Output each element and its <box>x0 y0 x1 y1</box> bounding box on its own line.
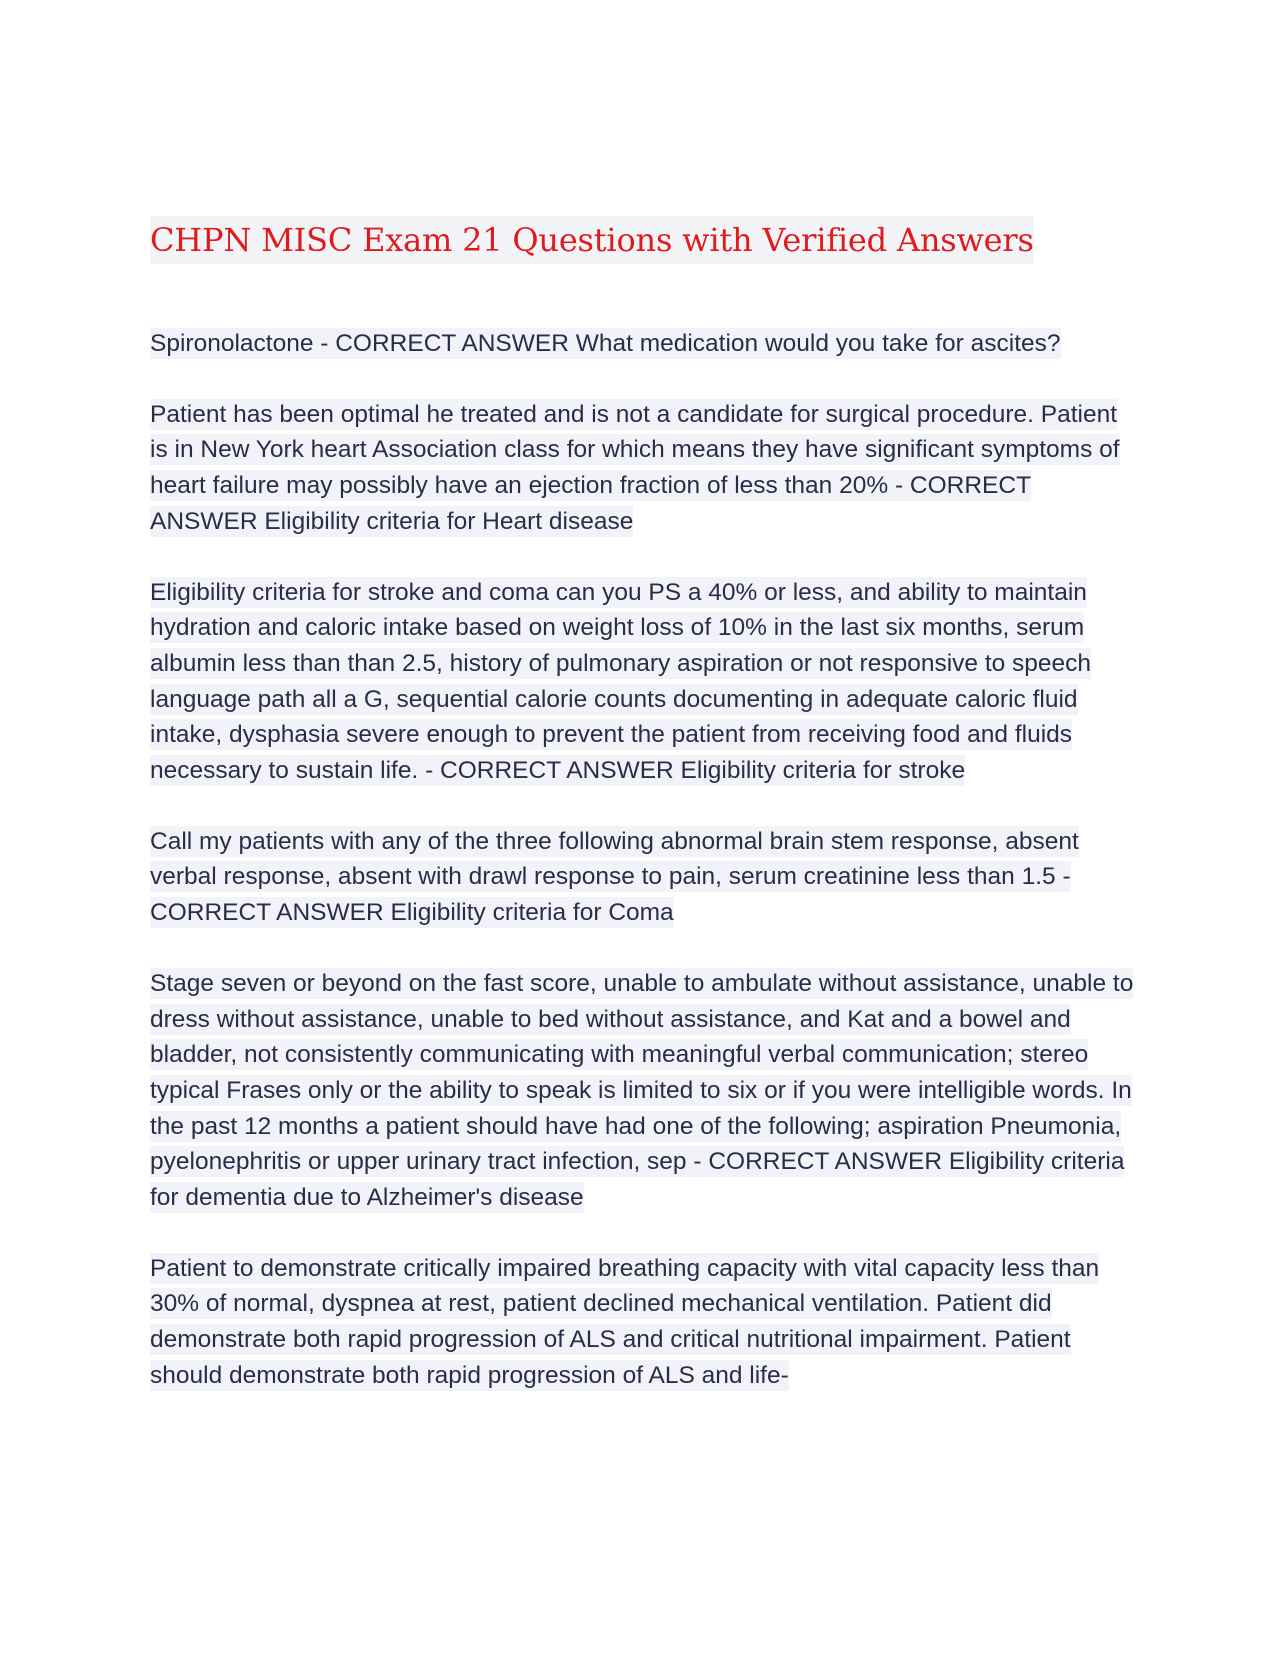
qa-entry <box>150 966 1135 1216</box>
qa-entry <box>150 397 1135 540</box>
qa-entry <box>150 1251 1135 1394</box>
qa-entry-text: Spironolactone - CORRECT ANSWER What medication would you take for ascites? <box>150 330 1061 357</box>
qa-entry-text: Patient has been optimal he treated and is not a candidate for surgical procedure. Patient is in New York heart Association class for which means they have significant symptoms of heart failure may possibly have an ejection fraction of less than 20% - CORRECT ANSWER Eligibility criteria for Heart disease <box>150 400 1120 535</box>
qa-entry-text: Stage seven or beyond on the fast score, unable to ambulate without assistance, unable to dress without assistance, unable to bed without assistance, and Kat and a bowel and bladder, not consistently communicating with meaningful verbal communication; stereo typical Frases only or the ability to speak is limited to six or if you were intelligible words. In the past 12 months a patient should have had one of the following; aspiration Pneumonia, pyelonephritis or upper urinary tract infection, sep - CORRECT ANSWER Eligibility criteria for dementia due to Alzheimer's disease <box>150 969 1134 1212</box>
qa-entry-text: Eligibility criteria for stroke and coma can you PS a 40% or less, and ability to maintain hydration and caloric intake based on weight loss of 10% in the last six months, serum albumin less than than 2.5, history of pulmonary aspiration or not responsive to speech language path all a G, sequential calorie counts documenting in adequate caloric fluid intake, dysphasia severe enough to prevent the patient from receiving food and fluids necessary to sustain life. - CORRECT ANSWER Eligibility criteria for stroke <box>150 578 1092 785</box>
qa-entry-text: Patient to demonstrate critically impaired breathing capacity with vital capacity less than 30% of normal, dyspnea at rest, patient declined mechanical ventilation. Patient did demonstrate both rapid progression of ALS and critical nutritional impairment. Patient should demonstrate both rapid progression of ALS and life- <box>150 1254 1100 1389</box>
document-title: CHPN MISC Exam 21 Questions with Verified Answers <box>150 216 1034 264</box>
qa-entry <box>150 824 1135 931</box>
qa-entry <box>150 575 1135 789</box>
qa-entry-text: Call my patients with any of the three following abnormal brain stem response, absent verbal response, absent with drawl response to pain, serum creatinine less than 1.5 - CORRECT ANSWER Eligibility criteria for Coma <box>150 827 1079 927</box>
qa-entry <box>150 326 1135 362</box>
document-body <box>150 216 1135 1429</box>
